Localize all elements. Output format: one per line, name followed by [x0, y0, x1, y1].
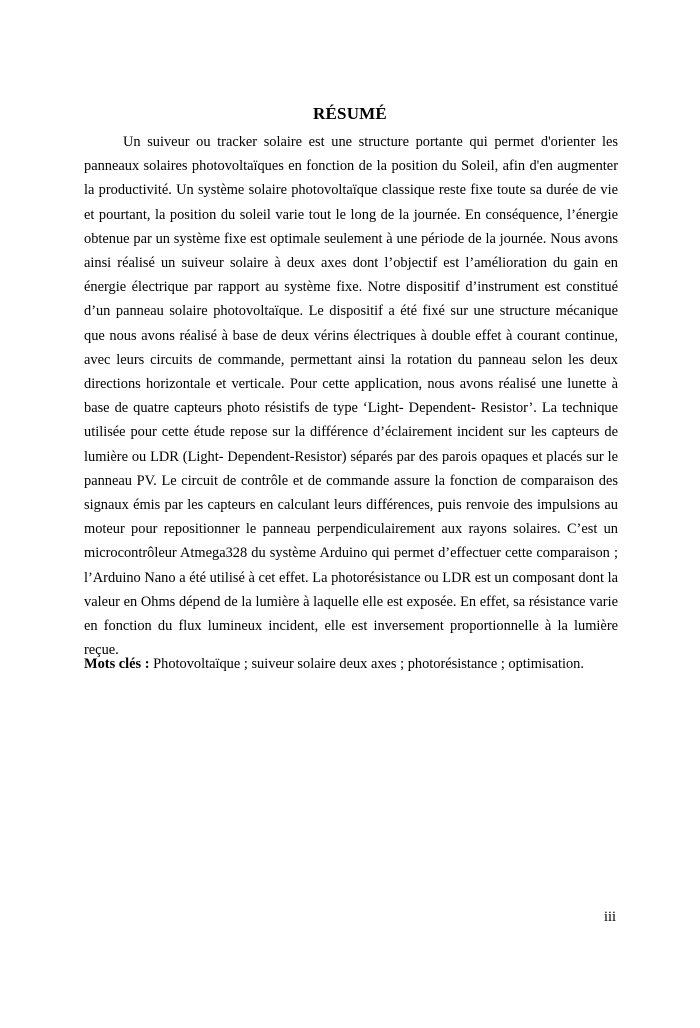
keywords-line [84, 652, 618, 676]
keywords-label: Mots clés : [84, 656, 150, 672]
abstract-paragraph: Un suiveur ou tracker solaire est une structure portante qui permet d'orienter les panneaux solaires photovoltaïques en fonction de la position du Soleil, afin d'en augmenter la productivité. Un système solaire photovoltaïque classique reste fixe toute sa durée de vie et pourtant, la position du soleil varie tout le long de la journée. En conséquence, l’énergie obtenue par un système fixe est optimale seulement à une période de la journée. Nous avons ainsi réalisé un suiveur solaire à deux axes dont l’objectif est l’amélioration du gain en énergie électrique par rapport au système fixe. Notre dispositif d’instrument est constitué d’un panneau solaire photovoltaïque. Le dispositif a été fixé sur une structure mécanique que nous avons réalisé à base de deux vérins électriques à double effet à courant continue, avec leurs circuits de commande, permettant ainsi la rotation du panneau selon les deux directions horizontale et verticale. Pour cette application, nous avons réalisé une lunette à base de quatre capteurs photo résistifs de type ‘Light- Dependent- Resistor’. La technique utilisée pour cette étude repose sur la différence d’éclairement incident sur les capteurs de lumière ou LDR (Light- Dependent-Resistor) séparés par des parois opaques et placés sur le panneau PV. Le circuit de contrôle et de commande assure la fonction de comparaison des signaux émis par les capteurs en calculant leurs différences, puis renvoie des impulsions au moteur pour repositionner le panneau perpendiculairement aux rayons solaires. C’est un microcontrôleur Atmega328 du système Arduino qui permet d’effectuer cette comparaison ; l’Arduino Nano a été utilisé à cet effet. La photorésistance ou LDR est un composant dont la valeur en Ohms dépend de la lumière à laquelle elle est exposée. En effet, sa résistance varie en fonction du flux lumineux incident, elle est inversement proportionnelle à la lumière reçue. [84, 134, 618, 659]
page-title: RÉSUMÉ [313, 104, 387, 123]
keywords-text: Photovoltaïque ; suiveur solaire deux axes ; photorésistance ; optimisation. [149, 656, 584, 672]
page-number: iii [604, 909, 616, 925]
